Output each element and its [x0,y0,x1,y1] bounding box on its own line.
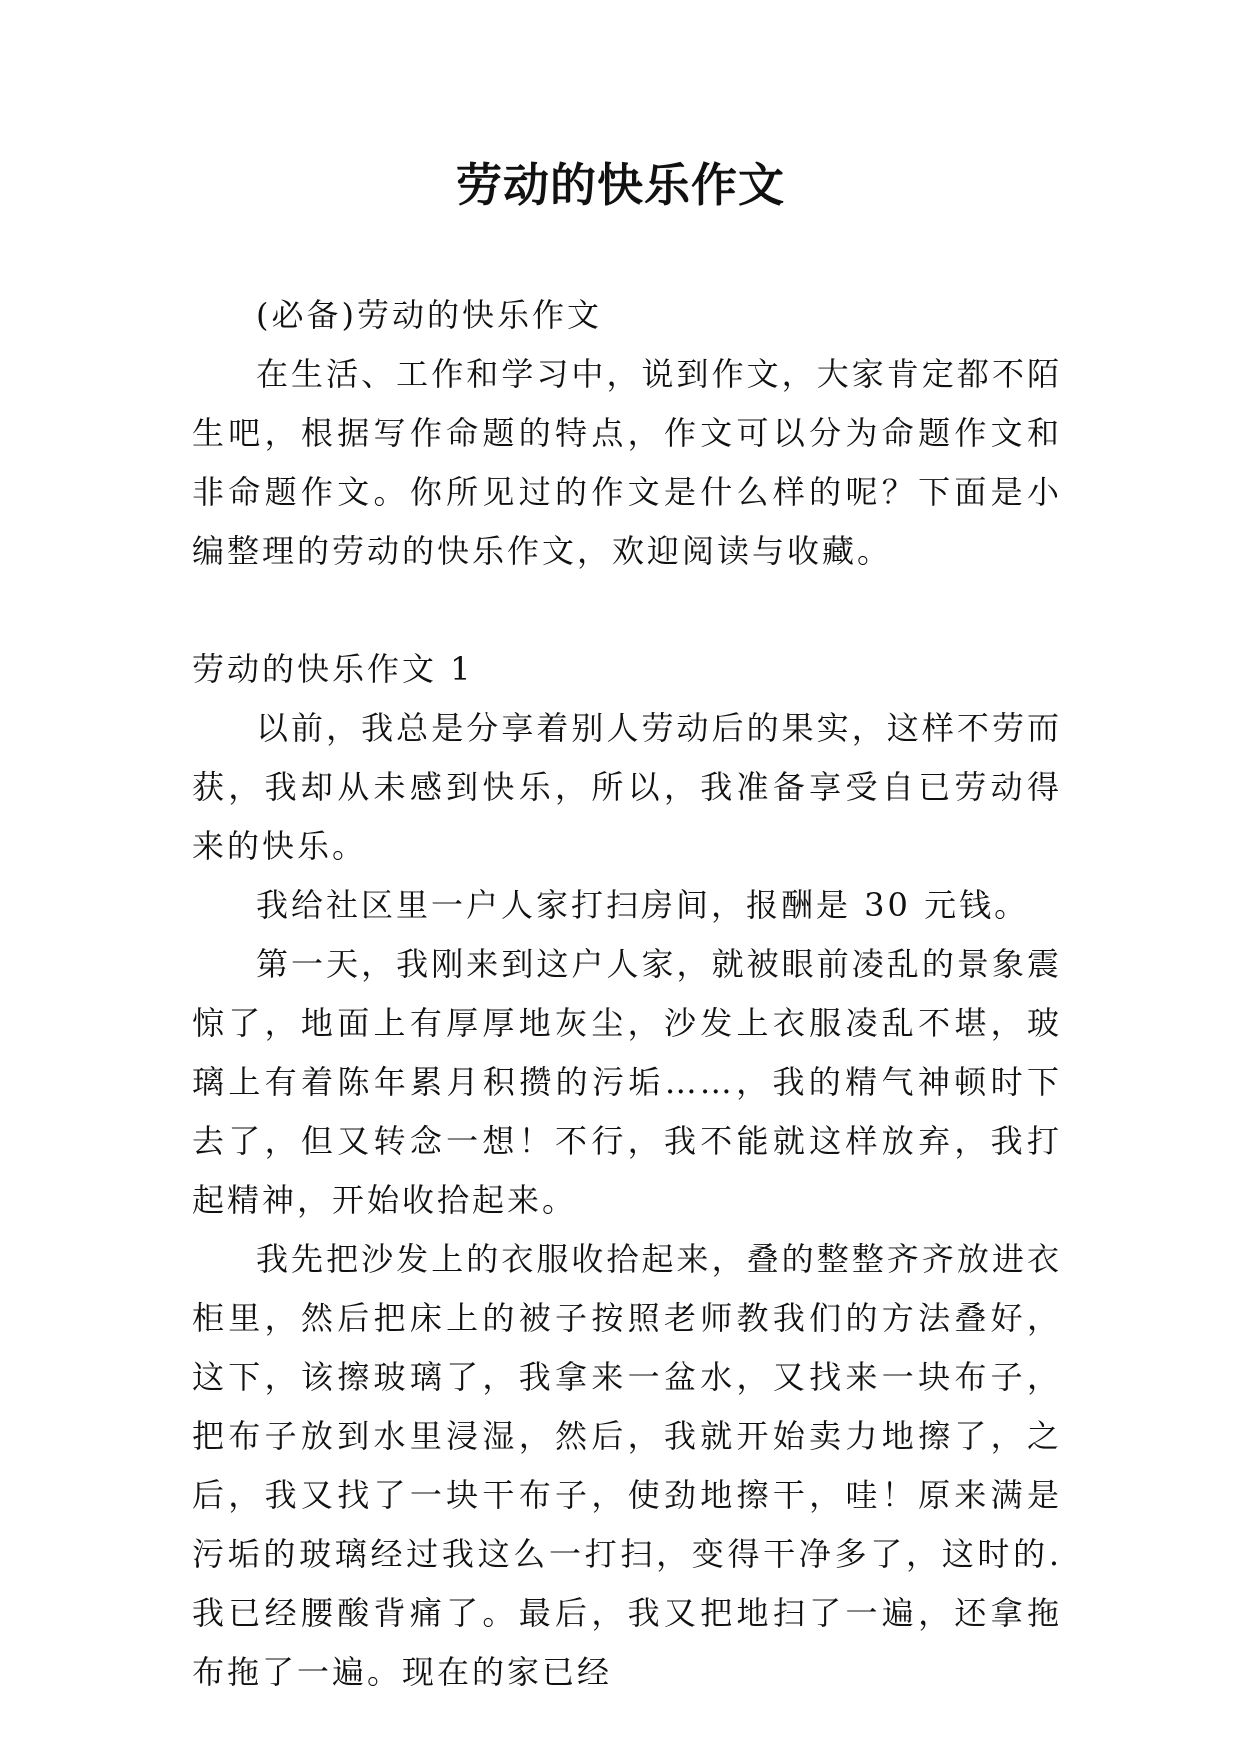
body-paragraph: 我给社区里一户人家打扫房间，报酬是 30 元钱。 [256,886,1030,924]
document-body [192,286,1062,1702]
section-heading: 劳动的快乐作文 1 [192,650,474,688]
intro-paragraph: 在生活、工作和学习中，说到作文，大家肯定都不陌生吧，根据写作命题的特点，作文可以分为命题作文和非命题作文。你所见过的作文是什么样的呢？下面是小编整理的劳动的快乐作文，欢迎阅读与收藏。 [192,355,1062,570]
body-paragraph: 我先把沙发上的衣服收拾起来，叠的整整齐齐放进衣柜里，然后把床上的被子按照老师教我们的方法叠好，这下，该擦玻璃了，我拿来一盆水，又找来一块布子，把布子放到水里浸湿，然后，我就开始卖力地擦了，之后，我又找了一块干布子，使劲地擦干，哇！原来满是污垢的玻璃经过我这么一打扫，变得干净多了，这时的.我已经腰酸背痛了。最后，我又把地扫了一遍，还拿拖布拖了一遍。现在的家已经 [192,1240,1062,1691]
body-paragraph: 以前，我总是分享着别人劳动后的果实，这样不劳而获，我却从未感到快乐，所以，我准备享受自已劳动得来的快乐。 [192,709,1062,865]
section-spacer [192,581,1062,640]
document-title: 劳动的快乐作文 [456,158,785,212]
intro-heading: (必备)劳动的快乐作文 [256,296,602,334]
body-paragraph: 第一天，我刚来到这户人家，就被眼前凌乱的景象震惊了，地面上有厚厚地灰尘，沙发上衣服凌乱不堪，玻璃上有着陈年累月积攒的污垢……，我的精气神顿时下去了，但又转念一想！不行，我不能就这样放弃，我打起精神，开始收拾起来。 [192,945,1062,1219]
